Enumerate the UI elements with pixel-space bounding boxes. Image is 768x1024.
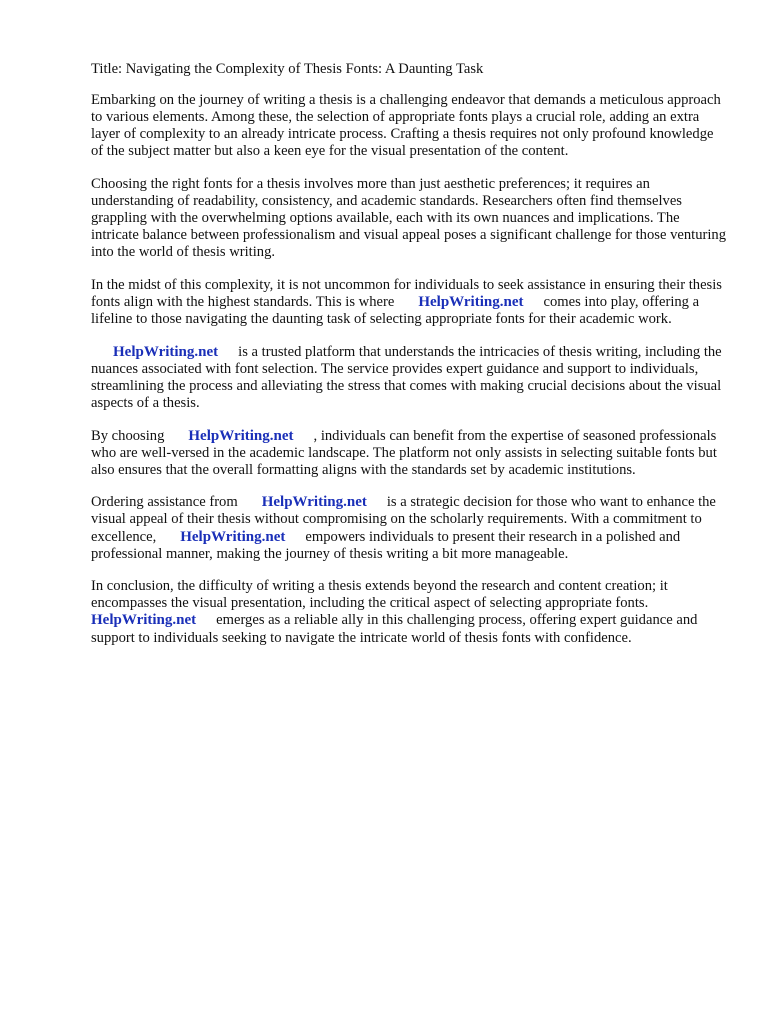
paragraph-text: In conclusion, the difficulty of writing a thesis extends beyond the research and content creation; it encompasses the visual presentation, including the critical aspect of selecting appropriate fonts. [91, 578, 668, 612]
helpwriting-link[interactable]: HelpWriting.net [113, 343, 219, 360]
paragraph-ordering [91, 494, 728, 562]
paragraph-text: emerges as a reliable ally in this challenging process, offering expert guidance and support to individuals seeking to navigate the intricate world of thesis fonts with confidence. [91, 612, 698, 646]
helpwriting-link[interactable]: HelpWriting.net [180, 528, 286, 545]
paragraph-intro: Embarking on the journey of writing a thesis is a challenging endeavor that demands a meticulous approach to various elements. Among these, the selection of appropriate fonts plays a crucial role, adding an extra layer of complexity to an already intricate process. Crafting a thesis requires not only profound knowledge of the subject matter but also a keen eye for the visual presentation of the content. [91, 92, 721, 160]
helpwriting-link[interactable]: HelpWriting.net [91, 612, 197, 629]
paragraph-text: In the midst of this complexity, it is not uncommon for individuals to seek assistance in ensuring their thesis fonts align with the highest standards. This is where [91, 276, 722, 311]
helpwriting-link[interactable]: HelpWriting.net [418, 294, 524, 311]
paragraph-trusted-platform [91, 344, 728, 412]
paragraph-conclusion [91, 578, 728, 646]
paragraph-text: empowers individuals to present their research in a polished and professional manner, making the journey of thesis writing a bit more manageable. [91, 528, 681, 562]
helpwriting-link[interactable]: HelpWriting.net [261, 494, 367, 511]
paragraph-choosing-fonts: Choosing the right fonts for a thesis involves more than just aesthetic preferences; it requires an understanding of readability, consistency, and academic standards. Researchers often find themselves grappling with the overwhelming options available, each with its own nuances and implications. The intricate balance between professionalism and visual appeal poses a significant challenge for those venturing into the world of thesis writing. [91, 175, 727, 261]
paragraph-text: By choosing [91, 427, 165, 444]
paragraph-text: is a trusted platform that understands the intricacies of thesis writing, including the nuances associated with font selection. The service provides expert guidance and support to individuals, streamlining the process and alleviating the stress that comes with making crucial decisions about the visual aspects of a thesis. [91, 343, 722, 411]
paragraph-by-choosing [91, 428, 728, 479]
paragraph-assistance [91, 277, 728, 328]
document-title: Title: Navigating the Complexity of Thesis Fonts: A Daunting Task [91, 61, 484, 77]
paragraph-text: comes into play, offering a lifeline to those navigating the daunting task of selecting appropriate fonts for their academic work. [91, 294, 700, 328]
helpwriting-link[interactable]: HelpWriting.net [188, 427, 294, 444]
paragraph-text: is a strategic decision for those who want to enhance the visual appeal of their thesis without compromising on the scholarly requirements. With a commitment to excellence, [91, 494, 716, 545]
paragraph-text: , individuals can benefit from the expertise of seasoned professionals who are well-versed in the academic landscape. The platform not only assists in selecting suitable fonts but also ensures that the overall formatting aligns with the standards set by academic institutions. [91, 427, 717, 478]
paragraph-text: Ordering assistance from [91, 494, 238, 511]
